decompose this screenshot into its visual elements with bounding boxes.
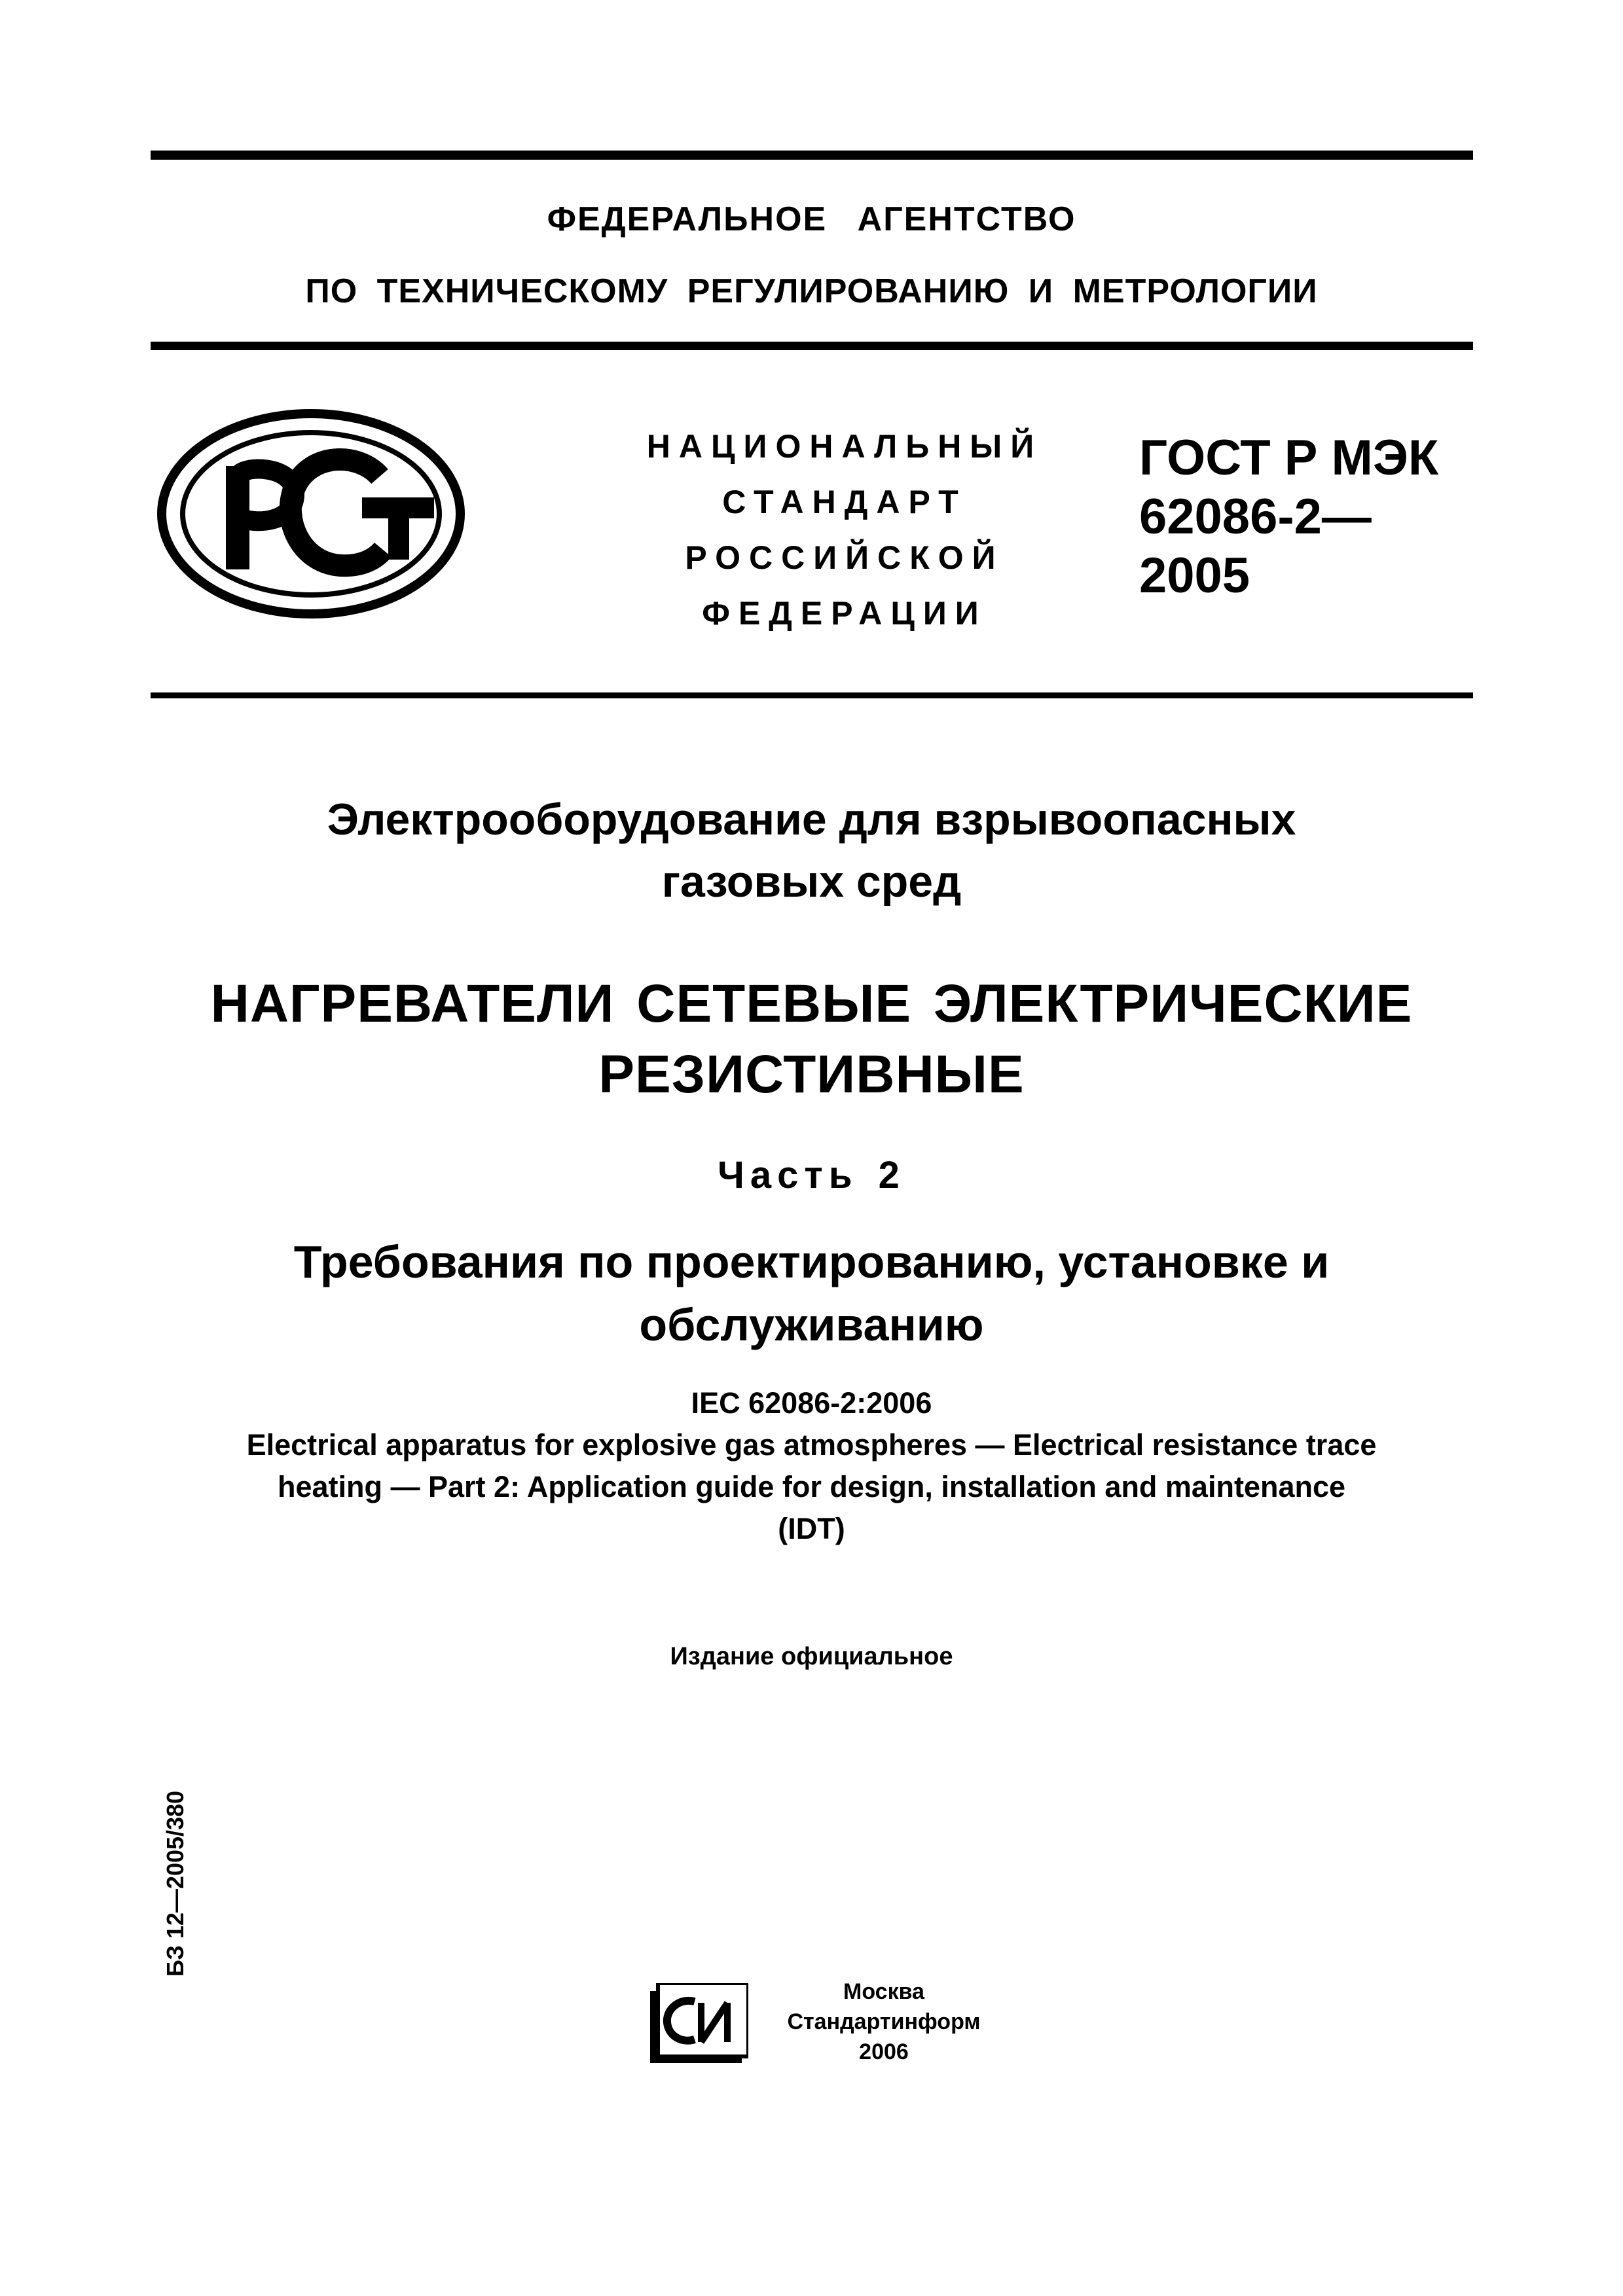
rst-logo-icon xyxy=(154,406,468,622)
iec-line: heating — Part 2: Application guide for design, installation and maintenance xyxy=(277,1470,1346,1503)
main-title-line: НАГРЕВАТЕЛИ СЕТЕВЫЕ ЭЛЕКТРИЧЕСКИЕ xyxy=(210,974,1413,1033)
iec-code: IEC 62086-2:2006 xyxy=(691,1386,932,1420)
side-code-text: БЗ 12—2005/380 xyxy=(162,1790,189,1977)
standartinform-logo-icon xyxy=(650,1983,748,2065)
main-title-line: РЕЗИСТИВНЫЕ xyxy=(598,1045,1025,1104)
document-subtitle xyxy=(0,1230,1623,1356)
document-title xyxy=(0,789,1623,913)
part-label: Часть 2 xyxy=(718,1154,905,1196)
subtitle-line: обслуживанию xyxy=(639,1299,984,1350)
publisher-year: 2006 xyxy=(859,2039,909,2064)
agency-line-1: ФЕДЕРАЛЬНОЕ АГЕНТСТВО xyxy=(547,200,1076,238)
header-rule xyxy=(151,342,1473,350)
publisher-city: Москва xyxy=(843,1979,924,2004)
subtitle-line: Требования по проектированию, установке и xyxy=(293,1236,1330,1287)
official-edition-label: Издание официальное xyxy=(670,1643,953,1670)
national-line: НАЦИОНАЛЬНЫЙ xyxy=(646,428,1043,465)
standard-number-line: ГОСТ Р МЭК xyxy=(1139,430,1439,486)
iec-line: Electrical apparatus for explosive gas atmospheres — Electrical resistance trace xyxy=(246,1428,1377,1462)
iec-reference xyxy=(0,1382,1623,1550)
publisher-name: Стандартинформ xyxy=(787,2009,981,2034)
iec-line: (IDT) xyxy=(778,1512,845,1545)
top-rule xyxy=(151,151,1473,160)
national-line: СТАНДАРТ xyxy=(722,484,967,520)
national-line: ФЕДЕРАЦИИ xyxy=(702,595,987,632)
title-line: Электрооборудование для взрывоопасных xyxy=(327,795,1296,844)
title-line: газовых сред xyxy=(661,857,962,906)
title-rule xyxy=(151,692,1473,698)
publisher-block xyxy=(766,1977,1002,2067)
national-standard-label xyxy=(609,419,1080,641)
standard-number-line: 2005 xyxy=(1139,548,1250,603)
national-line: РОССИЙСКОЙ xyxy=(685,539,1004,576)
standard-number xyxy=(1139,429,1506,605)
document-main-title xyxy=(0,969,1623,1110)
standard-number-line: 62086-2— xyxy=(1139,489,1372,545)
agency-line-2: ПО ТЕХНИЧЕСКОМУ РЕГУЛИРОВАНИЮ И МЕТРОЛОГИИ xyxy=(305,272,1318,310)
